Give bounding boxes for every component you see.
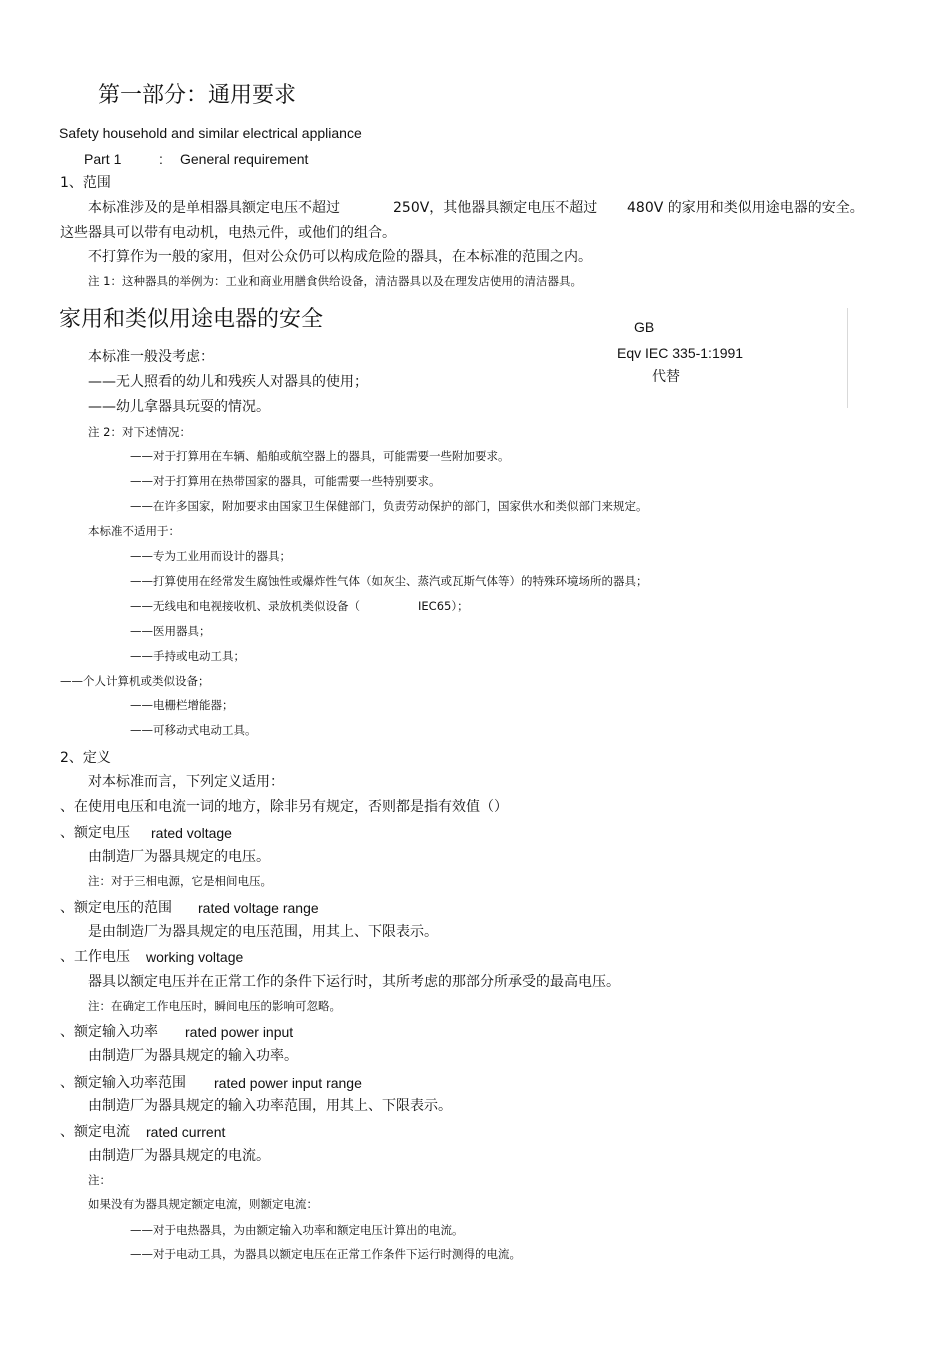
part-heading: 第一部分：通用要求 [98, 83, 297, 108]
note-2-item: ——在许多国家，附加要求由国家卫生保健部门，负责劳动保护的部门，国家供水和类似部门来规定。 [130, 499, 648, 513]
definition-term-en: rated voltage range [198, 900, 319, 916]
scope-text-p2: 不打算作为一般的家用，但对公众仍可以构成危险的器具，在本标准的范围之内。 [88, 249, 592, 265]
scope-text-b: 250V，其他器具额定电压不超过 [393, 200, 598, 216]
scope-text-d: 这些器具可以带有电动机，电热元件，或他们的组合。 [60, 225, 396, 241]
standard-gb: GB [634, 319, 655, 335]
definitions-intro: 对本标准而言，下列定义适用： [88, 774, 284, 790]
definition-note: 注：在确定工作电压时，瞬间电压的影响可忽略。 [88, 999, 341, 1013]
section-2-title: 2、定义 [60, 750, 111, 766]
section-1-title: 1、范围 [60, 175, 111, 191]
definition-desc: 由制造厂为器具规定的输入功率。 [88, 1048, 298, 1064]
definition-term: 、工作电压 [60, 949, 130, 965]
part-colon: : [159, 151, 163, 167]
definition-term-en: rated current [146, 1124, 226, 1140]
definition-term-en: working voltage [146, 949, 244, 965]
definition-desc: 器具以额定电压并在正常工作的条件下运行时，其所考虑的那部分所承受的最高电压。 [88, 974, 620, 990]
definition-note-item: ——对于电热器具，为由额定输入功率和额定电压计算出的电流。 [130, 1223, 464, 1237]
note-2-item: ——对于打算用在车辆、船舶或航空器上的器具，可能需要一些附加要求。 [130, 449, 510, 463]
part-name: General requirement [180, 151, 309, 167]
definition-term: 、额定电压 [60, 825, 130, 841]
iec-reference: IEC65）； [418, 599, 469, 613]
not-applicable-item: ——个人计算机或类似设备； [60, 674, 210, 688]
not-applicable-item: ——专为工业用而设计的器具； [130, 549, 291, 563]
vertical-divider [847, 308, 848, 408]
not-considered-item: ——无人照看的幼儿和残疾人对器具的使用； [88, 374, 368, 390]
definition-note-item: ——对于电动工具，为器具以额定电压在正常工作条件下运行时测得的电流。 [130, 1247, 521, 1261]
definition-desc: 是由制造厂为器具规定的电压范围，用其上、下限表示。 [88, 924, 438, 940]
part-number: Part 1 [84, 151, 122, 167]
not-applicable-item: ——手持或电动工具； [130, 649, 245, 663]
not-applicable-item: ——打算使用在经常发生腐蚀性或爆炸性气体（如灰尘、蒸汽或瓦斯气体等）的特殊环境场所的器具； [130, 574, 648, 588]
not-applicable-title: 本标准不适用于： [88, 524, 180, 538]
definition-term: 、额定输入功率范围 [60, 1075, 186, 1091]
not-applicable-item: ——无线电和电视接收机、录放机类似设备（ [130, 599, 360, 613]
note-1: 注 1：这种器具的举例为：工业和商业用膳食供给设备，清洁器具以及在理发店使用的清洁器具。 [88, 274, 582, 288]
definition-term-en: rated voltage [151, 825, 232, 841]
note-2-title: 注 2：对下述情况： [88, 425, 191, 439]
definition-note-label: 注： [88, 1173, 111, 1187]
not-applicable-item: ——电栅栏增能器； [130, 698, 234, 712]
definition-term: 、额定电压的范围 [60, 900, 172, 916]
not-applicable-item: ——可移动式电动工具。 [130, 723, 257, 737]
definition-term-en: rated power input [185, 1024, 294, 1040]
definition-note: 如果没有为器具规定额定电流，则额定电流： [88, 1197, 318, 1211]
definition-desc: 由制造厂为器具规定的电流。 [88, 1148, 270, 1164]
definition-term-en: rated power input range [214, 1075, 362, 1091]
not-considered-intro: 本标准一般没考虑： [88, 349, 214, 365]
not-considered-item: ——幼儿拿器具玩耍的情况。 [88, 399, 270, 415]
definition-effective-value: 、在使用电压和电流一词的地方，除非另有规定，否则都是指有效值（） [60, 799, 508, 815]
standard-eqv: Eqv IEC 335-1:1991 [617, 345, 744, 361]
standard-replace: 代替 [652, 369, 680, 385]
english-title: Safety household and similar electrical appliance [59, 125, 362, 141]
definition-note: 注：对于三相电源，它是相间电压。 [88, 874, 272, 888]
definition-term: 、额定电流 [60, 1124, 130, 1140]
scope-text-a: 本标准涉及的是单相器具额定电压不超过 [88, 200, 340, 216]
definition-desc: 由制造厂为器具规定的输入功率范围，用其上、下限表示。 [88, 1098, 452, 1114]
definition-desc: 由制造厂为器具规定的电压。 [88, 849, 270, 865]
document-title: 家用和类似用途电器的安全 [59, 307, 324, 332]
definition-term: 、额定输入功率 [60, 1024, 158, 1040]
not-applicable-item: ——医用器具； [130, 624, 211, 638]
scope-text-c: 480V 的家用和类似用途电器的安全。 [627, 200, 864, 216]
note-2-item: ——对于打算用在热带国家的器具，可能需要一些特别要求。 [130, 474, 441, 488]
